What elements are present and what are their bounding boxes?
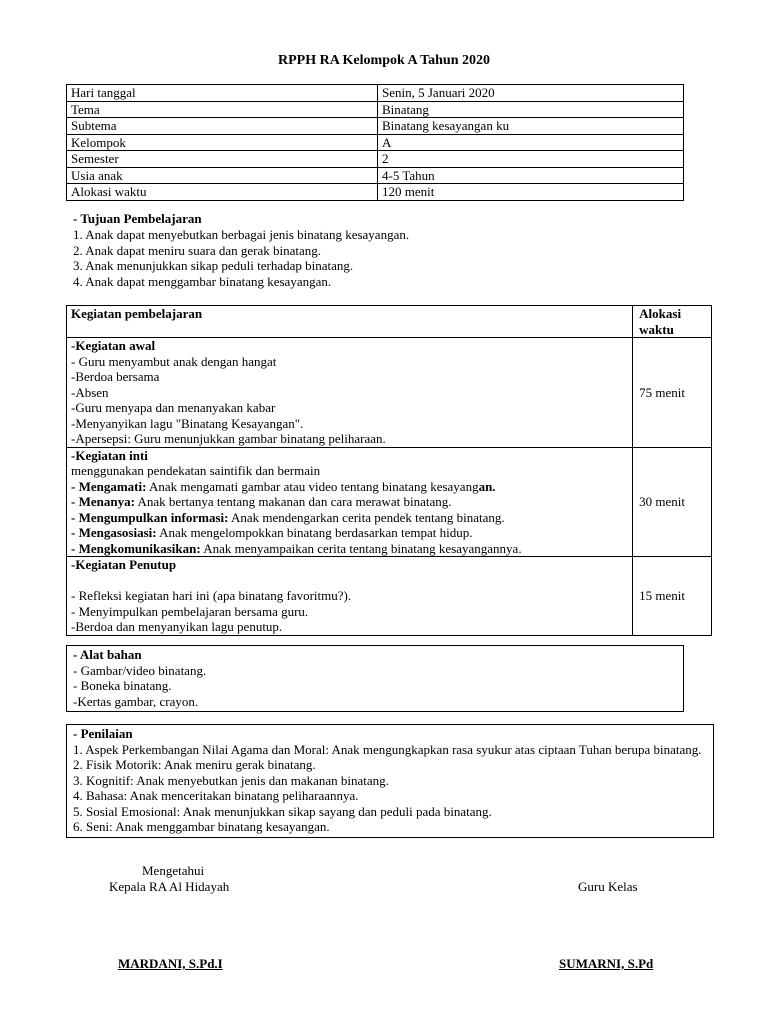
kegiatan-penutup-heading: -Kegiatan Penutup [71, 557, 177, 572]
kegiatan-awal-cell [67, 338, 633, 448]
info-value: Binatang kesayangan ku [378, 118, 684, 135]
kegiatan-inti-intro: menggunakan pendekatan saintifik dan bermain [71, 463, 321, 478]
list-item: - Refleksi kegiatan hari ini (apa binatang favoritmu?). [71, 588, 352, 603]
kegiatan-table [66, 305, 712, 636]
step-text: Anak mengelompokkan binatang berdasarkan tempat hidup. [156, 525, 473, 540]
info-label: Subtema [67, 118, 378, 135]
list-item: -Guru menyapa dan menanyakan kabar [71, 400, 276, 415]
kegiatan-header: Kegiatan pembelajaran [67, 306, 633, 338]
alokasi-header-line: waktu [639, 321, 674, 337]
tujuan-heading: - Tujuan Pembelajaran [73, 211, 202, 226]
kegiatan-inti-heading: -Kegiatan inti [71, 447, 148, 463]
list-item: 4. Anak dapat menggambar binatang kesayangan. [73, 274, 332, 290]
list-item: 2. Anak dapat meniru suara dan gerak binatang. [73, 242, 321, 258]
info-value: Senin, 5 Januari 2020 [378, 85, 684, 102]
table-row [67, 118, 684, 135]
info-value: 120 menit [378, 184, 684, 201]
step-text: Anak mengamati gambar atau video tentang binatang kesayang [146, 478, 479, 494]
alokasi-header-line: Alokasi [639, 306, 682, 321]
list-item: 2. Fisik Motorik: Anak meniru gerak binatang. [73, 757, 316, 772]
list-item: -Menyanyikan lagu "Binatang Kesayangan". [71, 415, 304, 431]
table-row [67, 101, 684, 118]
list-item: -Berdoa dan menyanyikan lagu penutup. [71, 619, 283, 634]
tujuan-section [73, 211, 409, 290]
list-item [71, 479, 628, 495]
list-item [71, 541, 628, 557]
list-item: -Absen [71, 384, 109, 400]
info-value: Binatang [378, 101, 684, 118]
mengetahui-label: Mengetahui [142, 863, 205, 878]
info-value: 4-5 Tahun [378, 167, 684, 184]
list-item [71, 494, 628, 510]
step-label: - Mengamati: [71, 478, 147, 494]
list-item: - Guru menyambut anak dengan hangat [71, 353, 277, 369]
alat-bahan-box [66, 645, 684, 712]
list-item: -Berdoa bersama [71, 369, 160, 384]
kegiatan-inti-cell [67, 447, 633, 557]
alokasi-header [633, 306, 712, 338]
kepala-name: MARDANI, S.Pd.I [118, 956, 223, 971]
page-title: RPPH RA Kelompok A Tahun 2020 [277, 53, 490, 68]
kegiatan-awal-time: 75 menit [633, 338, 712, 448]
table-row [67, 151, 684, 168]
step-text: Anak mendengarkan cerita pendek tentang binatang. [228, 509, 505, 525]
list-item: 3. Kognitif: Anak menyebutkan jenis dan makanan binatang. [73, 772, 389, 788]
table-row [67, 338, 712, 448]
guru-name: SUMARNI, S.Pd [559, 956, 654, 971]
kegiatan-inti-time: 30 menit [633, 447, 712, 557]
list-item: 1. Aspek Perkembangan Nilai Agama dan Moral: Anak mengungkapkan rasa syukur atas ciptaan Tuhan berupa binatang. [73, 741, 702, 757]
info-label: Tema [67, 101, 378, 118]
kegiatan-penutup-cell [67, 557, 633, 636]
info-label: Usia anak [67, 167, 378, 184]
table-row [67, 134, 684, 151]
list-item: - Gambar/video binatang. [73, 662, 207, 678]
list-item: - Boneka binatang. [73, 678, 172, 693]
info-label: Kelompok [67, 134, 378, 151]
spacer [71, 573, 628, 589]
info-value: A [378, 134, 684, 151]
step-label: - Mengasosiasi: [71, 525, 157, 540]
list-item [71, 525, 628, 541]
list-item: 6. Seni: Anak menggambar binatang kesayangan. [73, 819, 330, 834]
step-label: - Menanya: [71, 494, 135, 509]
table-row [67, 557, 712, 636]
guru-title: Guru Kelas [578, 879, 638, 894]
list-item [71, 510, 628, 526]
list-item: -Apersepsi: Guru menunjukkan gambar binatang peliharaan. [71, 431, 386, 446]
table-row [67, 184, 684, 201]
kepala-title: Kepala RA Al Hidayah [109, 879, 230, 894]
table-row [67, 85, 684, 102]
info-table [66, 84, 684, 201]
info-label: Alokasi waktu [67, 184, 378, 201]
step-label: - Mengumpulkan informasi: [71, 509, 229, 525]
penilaian-box [66, 724, 714, 838]
step-text: Anak bertanya tentang makanan dan cara merawat binatang. [134, 494, 452, 509]
list-item: -Kertas gambar, crayon. [73, 693, 199, 709]
info-label: Hari tanggal [67, 85, 378, 102]
table-header-row [67, 306, 712, 338]
list-item: 4. Bahasa: Anak menceritakan binatang peliharaannya. [73, 788, 359, 803]
kegiatan-awal-heading: -Kegiatan awal [71, 338, 156, 353]
table-row [67, 167, 684, 184]
step-tail: an. [478, 478, 496, 494]
kegiatan-penutup-time: 15 menit [633, 557, 712, 636]
step-text: Anak menyampaikan cerita tentang binatang kesayangannya. [200, 540, 522, 556]
penilaian-heading: - Penilaian [73, 726, 133, 741]
info-label: Semester [67, 151, 378, 168]
step-label: - Mengkomunikasikan: [71, 540, 201, 556]
list-item: 5. Sosial Emosional: Anak menunjukkan sikap sayang dan peduli pada binatang. [73, 803, 492, 819]
list-item: - Menyimpulkan pembelajaran bersama guru. [71, 603, 309, 619]
info-value: 2 [378, 151, 684, 168]
alat-heading: - Alat bahan [73, 647, 142, 662]
table-row [67, 447, 712, 557]
list-item: 3. Anak menunjukkan sikap peduli terhadap binatang. [73, 258, 354, 274]
list-item: 1. Anak dapat menyebutkan berbagai jenis binatang kesayangan. [73, 226, 410, 242]
